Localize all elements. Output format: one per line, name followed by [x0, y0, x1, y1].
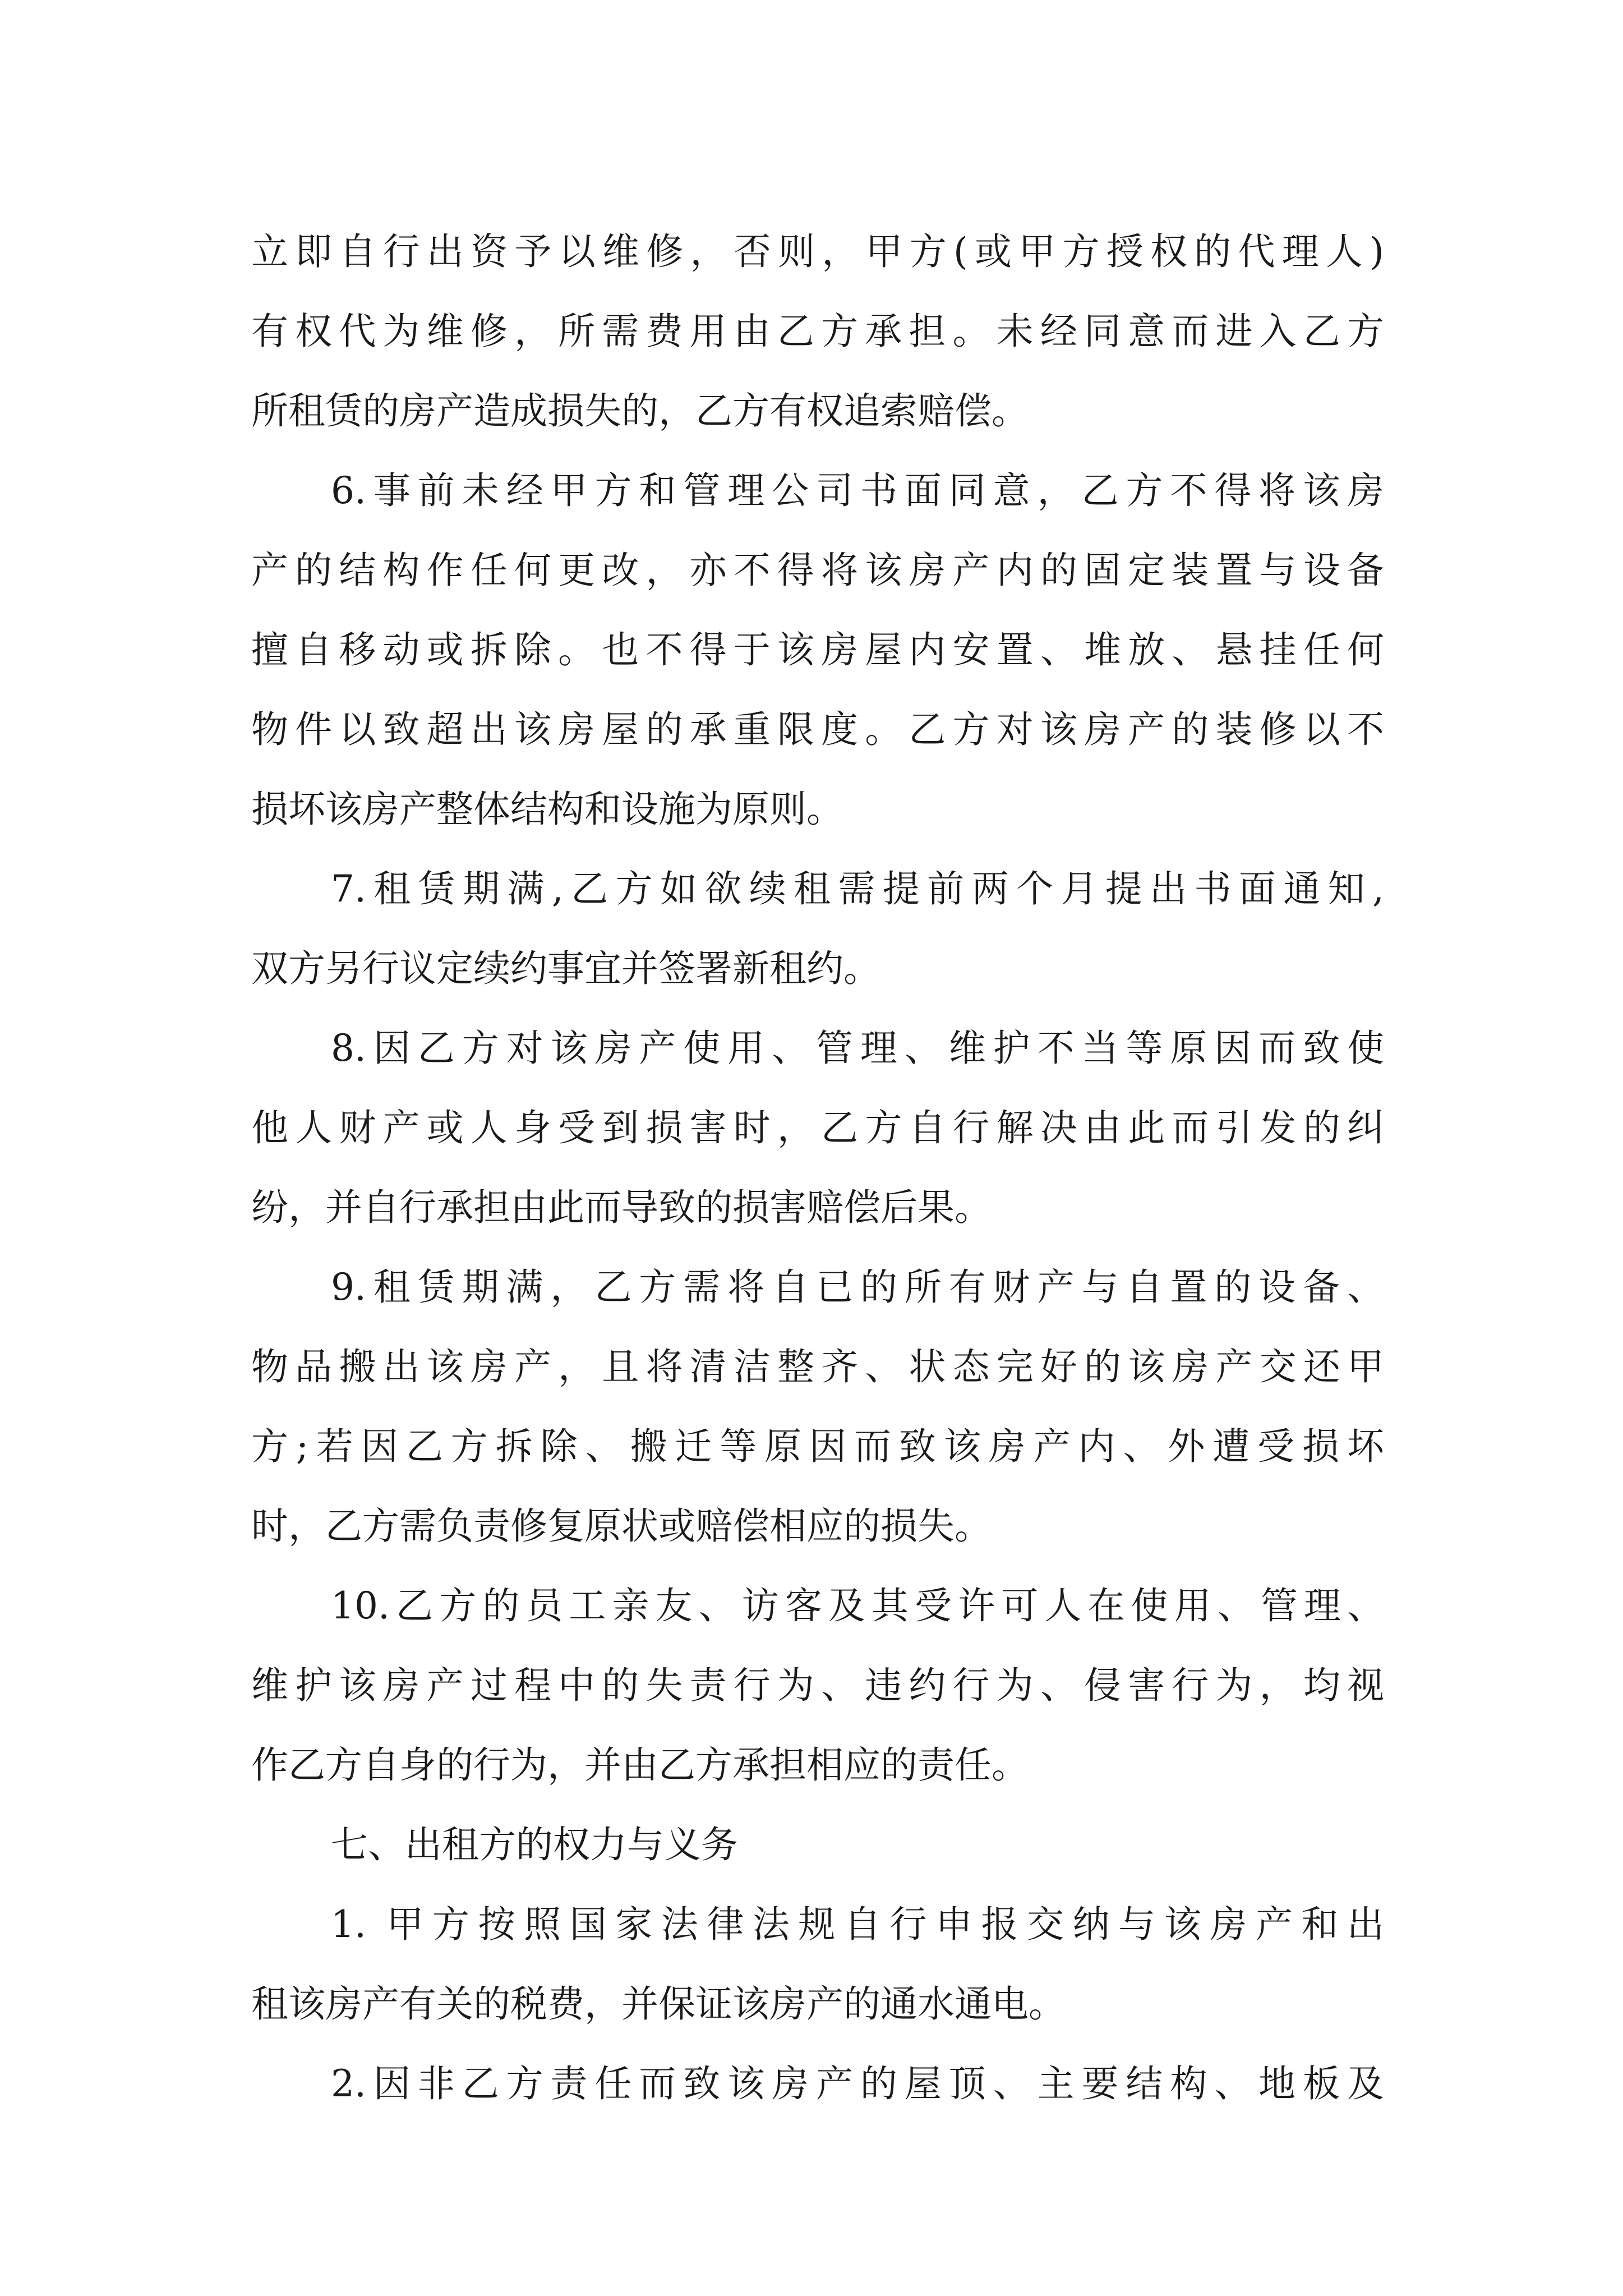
document-text-line: 1. 甲方按照国家法律法规自行申报交纳与该房产和出 — [331, 1903, 1384, 1946]
document-text-line: 维护该房产过程中的失责行为、违约行为、侵害行为，均视 — [251, 1664, 1384, 1707]
document-text-line: 有权代为维修，所需费用由乙方承担。未经同意而进入乙方 — [251, 310, 1384, 353]
document-text-line: 7.租赁期满,乙方如欲续租需提前两个月提出书面通知, — [331, 867, 1384, 910]
document-text-line: 时，乙方需负责修复原状或赔偿相应的损失。 — [251, 1504, 992, 1548]
document-text-line: 9.租赁期满，乙方需将自已的所有财产与自置的设备、 — [331, 1266, 1384, 1309]
document-body — [251, 212, 1384, 2124]
document-text-line: 租该房产有关的税费，并保证该房产的通水通电。 — [251, 1982, 1066, 2026]
document-text-line: 作乙方自身的行为，并由乙方承担相应的责任。 — [251, 1743, 1029, 1787]
document-text-line: 物品搬出该房产，且将清洁整齐、状态完好的该房产交还甲 — [251, 1345, 1384, 1388]
document-text-line: 他人财产或人身受到损害时，乙方自行解决由此而引发的纠 — [251, 1106, 1384, 1149]
document-text-line: 8.因乙方对该房产使用、管理、维护不当等原因而致使 — [331, 1027, 1384, 1070]
document-text-line: 方;若因乙方拆除、搬迁等原因而致该房产内、外遭受损坏 — [251, 1425, 1384, 1468]
document-text-line: 损坏该房产整体结构和设施为原则。 — [251, 788, 843, 831]
document-text-line: 擅自移动或拆除。也不得于该房屋内安置、堆放、悬挂任何 — [251, 628, 1384, 671]
document-text-line: 纷，并自行承担由此而导致的损害赔偿后果。 — [251, 1186, 992, 1229]
document-text-line: 立即自行出资予以维修，否则，甲方(或甲方授权的代理人) — [251, 230, 1384, 273]
document-text-line: 物件以致超出该房屋的承重限度。乙方对该房产的装修以不 — [251, 708, 1384, 751]
document-text-line: 七、出租方的权力与义务 — [331, 1823, 738, 1866]
document-text-line: 10.乙方的员工亲友、访客及其受许可人在使用、管理、 — [331, 1584, 1384, 1627]
document-text-line: 双方另行议定续约事宜并签署新租约。 — [251, 947, 880, 990]
document-text-line: 所租赁的房产造成损失的，乙方有权追索赔偿。 — [251, 389, 1029, 432]
document-text-line: 2.因非乙方责任而致该房产的屋顶、主要结构、地板及 — [331, 2062, 1384, 2105]
document-text-line: 产的结构作任何更改，亦不得将该房产内的固定装置与设备 — [251, 549, 1384, 592]
document-text-line: 6.事前未经甲方和管理公司书面同意，乙方不得将该房 — [331, 469, 1384, 512]
